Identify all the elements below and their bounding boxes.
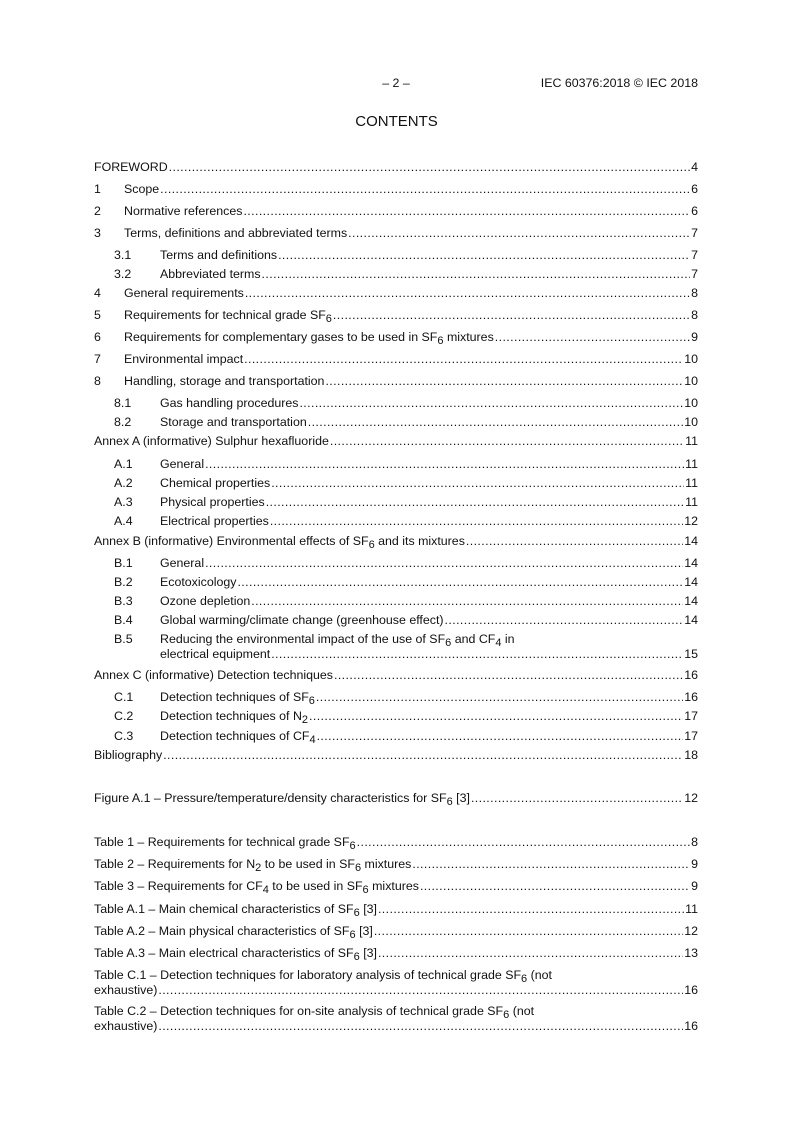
entry-page-number: 11 bbox=[685, 457, 698, 471]
entry-page-number: 9 bbox=[691, 857, 698, 871]
entry-title-continued: electrical equipment bbox=[160, 647, 271, 661]
entry-page-number: 9 bbox=[691, 879, 698, 893]
entry-title: Detection techniques of $CF_4$ bbox=[160, 729, 316, 746]
entry-page-number: 8 bbox=[691, 286, 698, 300]
entry-page-number: 16 bbox=[684, 1019, 698, 1033]
entry-title: Requirements for technical grade $SF_6$ bbox=[124, 308, 332, 325]
entry-title: FOREWORD bbox=[94, 160, 168, 174]
entry-title: Gas handling procedures bbox=[160, 396, 299, 410]
toc-entry[interactable] bbox=[94, 351, 698, 367]
entry-title: Terms, definitions and abbreviated terms bbox=[124, 226, 348, 240]
entry-title: Detection techniques of $SF_6$ bbox=[160, 690, 315, 707]
entry-title: Annex A (informative) Sulphur hexafluoride bbox=[94, 434, 329, 448]
toc-entry[interactable] bbox=[94, 373, 698, 389]
entry-page-number: 10 bbox=[684, 352, 698, 366]
entry-title: Ecotoxicology bbox=[160, 575, 237, 589]
entry-page-number: 11 bbox=[685, 476, 698, 490]
entry-page-number: 9 bbox=[691, 330, 698, 344]
entry-page-number: 10 bbox=[684, 415, 698, 429]
entry-title: Table 1 – Requirements for technical grade $SF_6$ bbox=[94, 835, 356, 852]
entry-page-number: 16 bbox=[684, 668, 698, 682]
leader-dots bbox=[237, 574, 683, 590]
entry-number: A.4 bbox=[114, 514, 133, 528]
entry-title: Chemical properties bbox=[160, 476, 271, 490]
entry-title: Normative references bbox=[124, 204, 243, 218]
entry-page-number: 13 bbox=[684, 946, 698, 960]
entry-page-number: 17 bbox=[684, 729, 698, 743]
entry-page-number: 6 bbox=[691, 182, 698, 196]
entry-page-number: 12 bbox=[684, 791, 698, 805]
entry-number: 3.1 bbox=[114, 248, 132, 262]
leader-dots bbox=[420, 878, 690, 894]
toc-entry[interactable] bbox=[94, 494, 698, 510]
entry-number: 8 bbox=[94, 374, 101, 388]
leader-dots bbox=[378, 945, 683, 961]
leader-dots bbox=[348, 225, 690, 241]
entry-title: Physical properties bbox=[160, 495, 265, 509]
entry-title: Table A.3 – Main electrical characteristics of $SF_6$ [3] bbox=[94, 946, 377, 963]
table-list-entry[interactable] bbox=[94, 1003, 698, 1033]
entry-page-number: 8 bbox=[691, 835, 698, 849]
entry-title: Table A.1 – Main chemical characteristics of $SF_6$ [3] bbox=[94, 902, 377, 919]
leader-dots bbox=[466, 533, 683, 549]
toc-entry[interactable] bbox=[94, 747, 698, 763]
toc-entry[interactable] bbox=[94, 533, 698, 549]
leader-dots bbox=[169, 159, 690, 175]
entry-page-number: 14 bbox=[684, 556, 698, 570]
entry-page-number: 10 bbox=[684, 396, 698, 410]
leader-dots bbox=[357, 834, 690, 850]
entry-number: 2 bbox=[94, 204, 101, 218]
leader-dots bbox=[333, 307, 690, 323]
entry-page-number: 17 bbox=[684, 709, 698, 723]
entry-title: Annex C (informative) Detection techniques bbox=[94, 668, 333, 682]
entry-number: B.4 bbox=[114, 613, 133, 627]
leader-dots bbox=[325, 373, 683, 389]
entry-number: B.1 bbox=[114, 556, 133, 570]
leader-dots bbox=[412, 856, 690, 872]
toc-entry[interactable] bbox=[94, 667, 698, 683]
leader-dots bbox=[262, 266, 691, 282]
entry-title: Global warming/climate change (greenhouse effect) bbox=[160, 613, 444, 627]
entry-number: C.3 bbox=[114, 729, 134, 743]
entry-number: A.3 bbox=[114, 495, 133, 509]
entry-title-continued: exhaustive) bbox=[94, 1019, 158, 1033]
entry-title: Scope bbox=[124, 182, 160, 196]
toc-entry[interactable] bbox=[94, 574, 698, 590]
entry-number: 7 bbox=[94, 352, 101, 366]
entry-number: C.2 bbox=[114, 709, 134, 723]
entry-number: 5 bbox=[94, 308, 101, 322]
entry-number: C.1 bbox=[114, 690, 134, 704]
toc-entry[interactable] bbox=[94, 285, 698, 301]
entry-number: 4 bbox=[94, 286, 101, 300]
entry-page-number: 11 bbox=[685, 495, 698, 509]
toc-entry[interactable] bbox=[94, 631, 698, 661]
toc-entry[interactable] bbox=[94, 203, 698, 219]
leader-dots bbox=[330, 433, 684, 449]
leader-dots bbox=[270, 513, 683, 529]
entry-page-number: 8 bbox=[691, 308, 698, 322]
entry-number: A.1 bbox=[114, 457, 133, 471]
contents-title: CONTENTS bbox=[355, 113, 438, 130]
leader-dots bbox=[205, 555, 683, 571]
entry-title: Storage and transportation bbox=[160, 415, 307, 429]
leader-dots bbox=[471, 790, 683, 806]
leader-dots bbox=[205, 456, 684, 472]
leader-dots bbox=[278, 247, 690, 263]
entry-page-number: 14 bbox=[684, 594, 698, 608]
entry-page-number: 11 bbox=[685, 434, 698, 448]
toc-entry[interactable] bbox=[94, 689, 698, 705]
leader-dots bbox=[317, 728, 684, 744]
figure-list-entry[interactable] bbox=[94, 790, 698, 806]
leader-dots bbox=[495, 329, 690, 345]
entry-title: Reducing the environmental impact of the use of $SF_6$ and $CF_4$ in bbox=[160, 632, 515, 649]
entry-page-number: 6 bbox=[691, 204, 698, 218]
entry-page-number: 14 bbox=[684, 613, 698, 627]
toc-entry[interactable] bbox=[94, 612, 698, 628]
leader-dots bbox=[158, 982, 683, 998]
leader-dots bbox=[163, 747, 683, 763]
document-id: IEC 60376:2018 © IEC 2018 bbox=[540, 76, 698, 90]
entry-title: Handling, storage and transportation bbox=[124, 374, 325, 388]
entry-title: Table 2 – Requirements for $N_2$ to be used in $SF_6$ mixtures bbox=[94, 857, 412, 874]
entry-number: 6 bbox=[94, 330, 101, 344]
leader-dots bbox=[374, 923, 683, 939]
entry-page-number: 16 bbox=[684, 690, 698, 704]
toc-entry[interactable] bbox=[94, 728, 698, 744]
leader-dots bbox=[271, 475, 684, 491]
page-number: – 2 – bbox=[382, 76, 410, 90]
entry-title: Detection techniques of $N_2$ bbox=[160, 709, 309, 726]
page-header bbox=[94, 76, 698, 92]
table-list-entry[interactable] bbox=[94, 967, 698, 997]
table-list-entry[interactable] bbox=[94, 901, 698, 917]
toc-entry[interactable] bbox=[94, 247, 698, 263]
table-list-entry[interactable] bbox=[94, 834, 698, 850]
entry-title: General requirements bbox=[124, 286, 244, 300]
entry-number: 3 bbox=[94, 226, 101, 240]
entry-title: Annex B (informative) Environmental effects of $SF_6$ and its mixtures bbox=[94, 534, 465, 551]
leader-dots bbox=[251, 593, 683, 609]
entry-title: Table C.1 – Detection techniques for laboratory analysis of technical grade $SF_6$ (not bbox=[94, 968, 552, 985]
entry-title: General bbox=[160, 457, 205, 471]
leader-dots bbox=[243, 203, 690, 219]
table-list-entry[interactable] bbox=[94, 856, 698, 872]
entry-title: Environmental impact bbox=[124, 352, 244, 366]
toc-entry[interactable] bbox=[94, 433, 698, 449]
entry-title: Table 3 – Requirements for $CF_4$ to be used in $SF_6$ mixtures bbox=[94, 879, 419, 896]
entry-title: Terms and definitions bbox=[160, 248, 278, 262]
entry-page-number: 7 bbox=[691, 248, 698, 262]
entry-page-number: 16 bbox=[684, 983, 698, 997]
entry-number: B.2 bbox=[114, 575, 133, 589]
entry-page-number: 14 bbox=[684, 534, 698, 548]
leader-dots bbox=[378, 901, 684, 917]
entry-title: Figure A.1 – Pressure/temperature/density characteristics for $SF_6$ [3] bbox=[94, 791, 470, 808]
entry-page-number: 14 bbox=[684, 575, 698, 589]
toc-entry[interactable] bbox=[94, 307, 698, 323]
leader-dots bbox=[266, 494, 684, 510]
entry-page-number: 11 bbox=[685, 902, 698, 916]
entry-number: B.5 bbox=[114, 632, 133, 646]
toc-entry[interactable] bbox=[94, 266, 698, 282]
table-list-entry[interactable] bbox=[94, 878, 698, 894]
entry-page-number: 12 bbox=[684, 924, 698, 938]
table-list-entry[interactable] bbox=[94, 945, 698, 961]
toc-entry[interactable] bbox=[94, 414, 698, 430]
leader-dots bbox=[334, 667, 683, 683]
leader-dots bbox=[445, 612, 684, 628]
toc-entry[interactable] bbox=[94, 181, 698, 197]
entry-page-number: 12 bbox=[684, 514, 698, 528]
toc-entry[interactable] bbox=[94, 555, 698, 571]
toc-entry[interactable] bbox=[94, 225, 698, 241]
entry-title: Bibliography bbox=[94, 748, 163, 762]
entry-number: 1 bbox=[94, 182, 101, 196]
entry-number: B.3 bbox=[114, 594, 133, 608]
toc-entry[interactable] bbox=[94, 475, 698, 491]
toc-entry[interactable] bbox=[94, 456, 698, 472]
entry-number: 3.2 bbox=[114, 267, 132, 281]
entry-number: 8.2 bbox=[114, 415, 132, 429]
entry-page-number: 15 bbox=[684, 647, 698, 661]
leader-dots bbox=[316, 689, 683, 705]
entry-page-number: 7 bbox=[691, 267, 698, 281]
toc-entry[interactable] bbox=[94, 708, 698, 724]
entry-page-number: 18 bbox=[684, 748, 698, 762]
entry-title: General bbox=[160, 556, 205, 570]
entry-title: Abbreviated terms bbox=[160, 267, 261, 281]
entry-title: Ozone depletion bbox=[160, 594, 251, 608]
leader-dots bbox=[308, 414, 683, 430]
entry-title: Requirements for complementary gases to be used in $SF_6$ mixtures bbox=[124, 330, 494, 347]
table-list-entry[interactable] bbox=[94, 923, 698, 939]
entry-number: A.2 bbox=[114, 476, 133, 490]
entry-title: Table C.2 – Detection techniques for on-site analysis of technical grade $SF_6$ (not bbox=[94, 1004, 535, 1021]
entry-number: 8.1 bbox=[114, 396, 132, 410]
leader-dots bbox=[271, 646, 683, 662]
toc-entry[interactable] bbox=[94, 395, 698, 411]
toc-entry[interactable] bbox=[94, 159, 698, 175]
toc-entry[interactable] bbox=[94, 593, 698, 609]
leader-dots bbox=[245, 285, 690, 301]
leader-dots bbox=[244, 351, 683, 367]
entry-title-continued: exhaustive) bbox=[94, 983, 158, 997]
toc-entry[interactable] bbox=[94, 513, 698, 529]
entry-page-number: 10 bbox=[684, 374, 698, 388]
leader-dots bbox=[309, 708, 683, 724]
toc-entry[interactable] bbox=[94, 329, 698, 345]
leader-dots bbox=[299, 395, 683, 411]
entry-page-number: 4 bbox=[691, 160, 698, 174]
entry-page-number: 7 bbox=[691, 226, 698, 240]
entry-title: Table A.2 – Main physical characteristics of $SF_6$ [3] bbox=[94, 924, 373, 941]
leader-dots bbox=[158, 1018, 683, 1034]
leader-dots bbox=[160, 181, 690, 197]
entry-title: Electrical properties bbox=[160, 514, 269, 528]
